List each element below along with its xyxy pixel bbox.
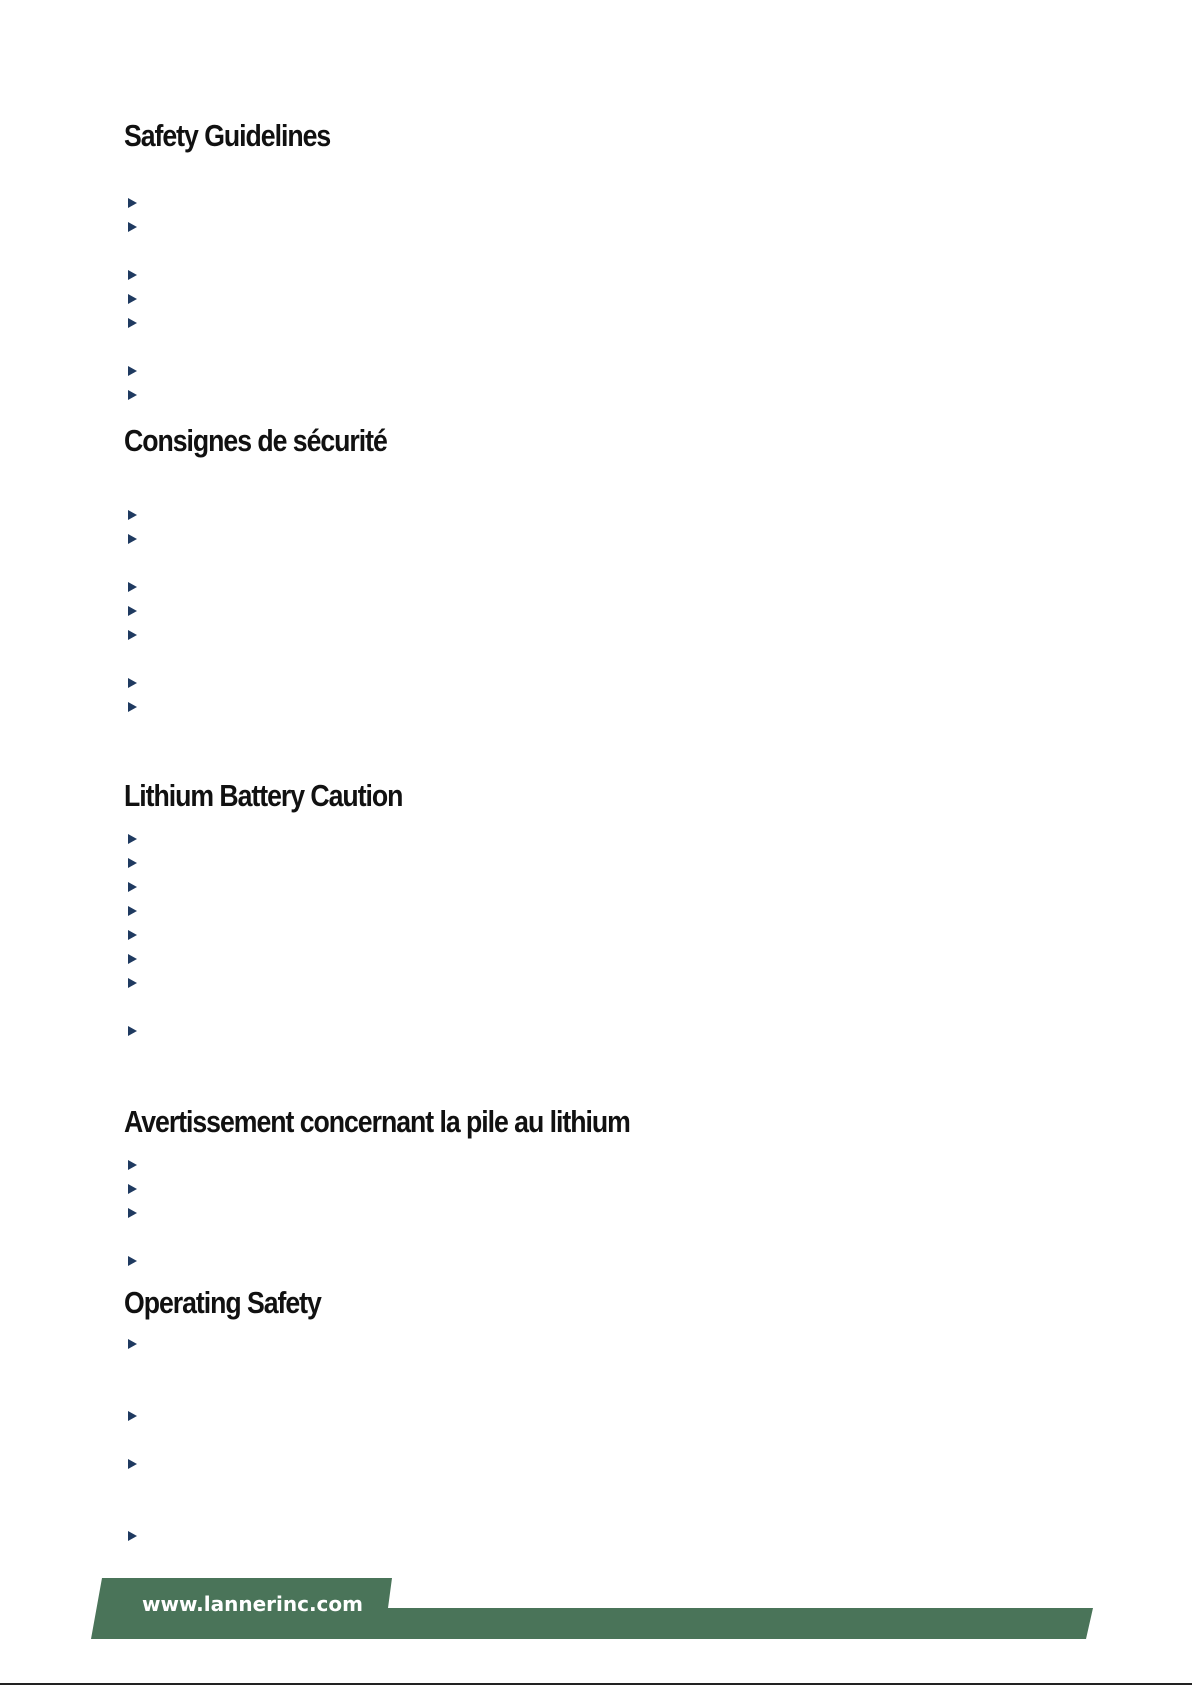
bullet-icon [128,954,137,964]
bullet-icon [128,606,137,616]
bullet-icon [128,978,137,988]
bullet-icon [128,1160,137,1170]
bullet-icon [128,906,137,916]
bullet-icon [128,630,137,640]
footer-website-link[interactable]: www.lannerinc.com [142,1592,363,1616]
bullet-icon [128,1459,137,1469]
section-title-avertissement-pile-lithium: Avertissement concernant la pile au lithium [124,1104,630,1139]
section-title-lithium-battery-caution: Lithium Battery Caution [124,778,403,813]
bullet-icon [128,858,137,868]
section-title-safety-guidelines: Safety Guidelines [124,118,331,153]
bullet-icon [128,1184,137,1194]
bullet-icon [128,930,137,940]
bullet-icon [128,366,137,376]
bullet-icon [128,534,137,544]
bullet-icon [128,1339,137,1349]
bullet-icon [128,1026,137,1036]
bullet-icon [128,198,137,208]
bullet-icon [128,294,137,304]
bullet-icon [128,510,137,520]
bullet-icon [128,834,137,844]
section-title-operating-safety: Operating Safety [124,1285,321,1320]
bullet-icon [128,1208,137,1218]
section-title-consignes-de-securite: Consignes de sécurité [124,423,387,458]
bullet-icon [128,678,137,688]
bullet-icon [128,1411,137,1421]
bullet-icon [128,390,137,400]
bullet-icon [128,1531,137,1541]
bullet-icon [128,222,137,232]
bullet-icon [128,1256,137,1266]
bullet-icon [128,318,137,328]
bullet-icon [128,702,137,712]
bullet-icon [128,882,137,892]
bullet-icon [128,582,137,592]
bullet-icon [128,270,137,280]
